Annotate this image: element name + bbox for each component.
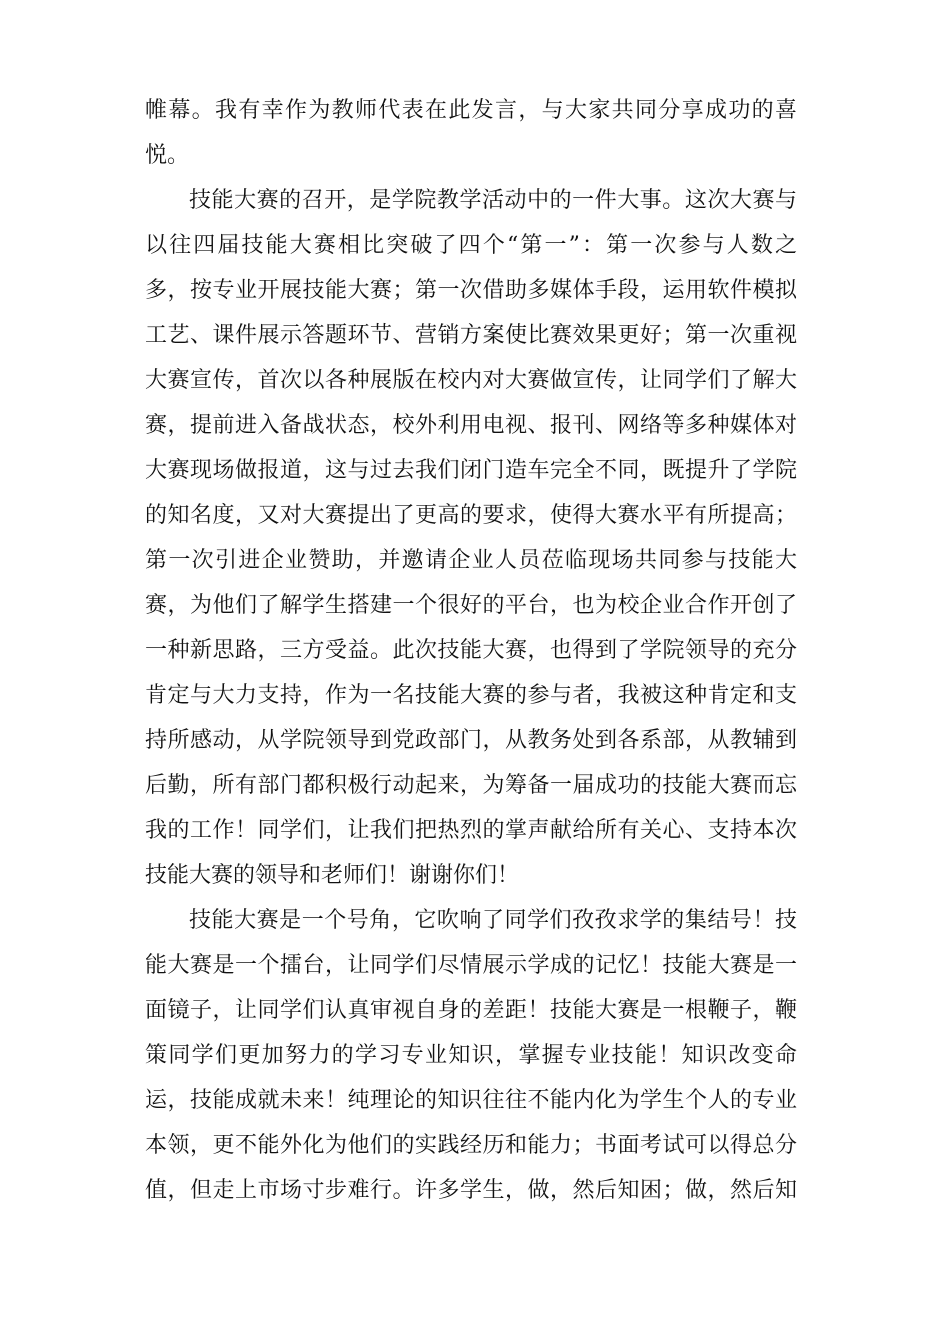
document-body [145, 88, 797, 1213]
text-line: 赛，提前进入备战状态，校外利用电视、报刊、网络等多种媒体对 [145, 413, 797, 438]
text-line: 策同学们更加努力的学习专业知识，掌握专业技能！知识改变命 [145, 1043, 797, 1068]
text-line: 技能大赛的召开，是学院教学活动中的一件大事。这次大赛与 [189, 188, 797, 213]
text-line: 面镜子，让同学们认真审视自身的差距！技能大赛是一根鞭子，鞭 [145, 998, 797, 1023]
paragraph [145, 178, 797, 898]
text-line: 多，按专业开展技能大赛；第一次借助多媒体手段，运用软件模拟 [145, 278, 797, 303]
text-line: 能大赛是一个擂台，让同学们尽情展示学成的记忆！技能大赛是一 [145, 953, 797, 978]
text-line: 后勤，所有部门都积极行动起来，为筹备一届成功的技能大赛而忘 [145, 773, 797, 798]
text-line: 工艺、课件展示答题环节、营销方案使比赛效果更好；第一次重视 [145, 323, 797, 348]
text-line: 运，技能成就未来！纯理论的知识往往不能内化为学生个人的专业 [145, 1088, 797, 1113]
text-line: 赛，为他们了解学生搭建一个很好的平台，也为校企业合作开创了 [145, 593, 797, 618]
text-line: 持所感动，从学院领导到党政部门，从教务处到各系部，从教辅到 [145, 728, 797, 753]
text-line: 悦。 [145, 143, 190, 168]
text-line: 第一次引进企业赞助，并邀请企业人员莅临现场共同参与技能大 [145, 548, 797, 573]
text-line: 技能大赛的领导和老师们！谢谢你们！ [145, 863, 520, 888]
text-line: 肯定与大力支持，作为一名技能大赛的参与者，我被这种肯定和支 [145, 683, 797, 708]
text-line: 帷幕。我有幸作为教师代表在此发言，与大家共同分享成功的喜 [145, 98, 797, 123]
paragraph [145, 898, 797, 1213]
text-line: 以往四届技能大赛相比突破了四个“第一”：第一次参与人数之 [145, 233, 797, 258]
text-line: 一种新思路，三方受益。此次技能大赛，也得到了学院领导的充分 [145, 638, 797, 663]
paragraph [145, 88, 797, 178]
text-line: 大赛现场做报道，这与过去我们闭门造车完全不同，既提升了学院 [145, 458, 797, 483]
text-line: 本领，更不能外化为他们的实践经历和能力；书面考试可以得总分 [145, 1133, 797, 1158]
text-line: 技能大赛是一个号角，它吹响了同学们孜孜求学的集结号！技 [189, 908, 797, 933]
text-line: 的知名度，又对大赛提出了更高的要求，使得大赛水平有所提高； [145, 503, 797, 528]
text-line: 大赛宣传，首次以各种展版在校内对大赛做宣传，让同学们了解大 [145, 368, 797, 393]
text-line: 我的工作！同学们，让我们把热烈的掌声献给所有关心、支持本次 [145, 818, 797, 843]
text-line: 值，但走上市场寸步难行。许多学生，做，然后知困；做，然后知 [145, 1178, 797, 1203]
